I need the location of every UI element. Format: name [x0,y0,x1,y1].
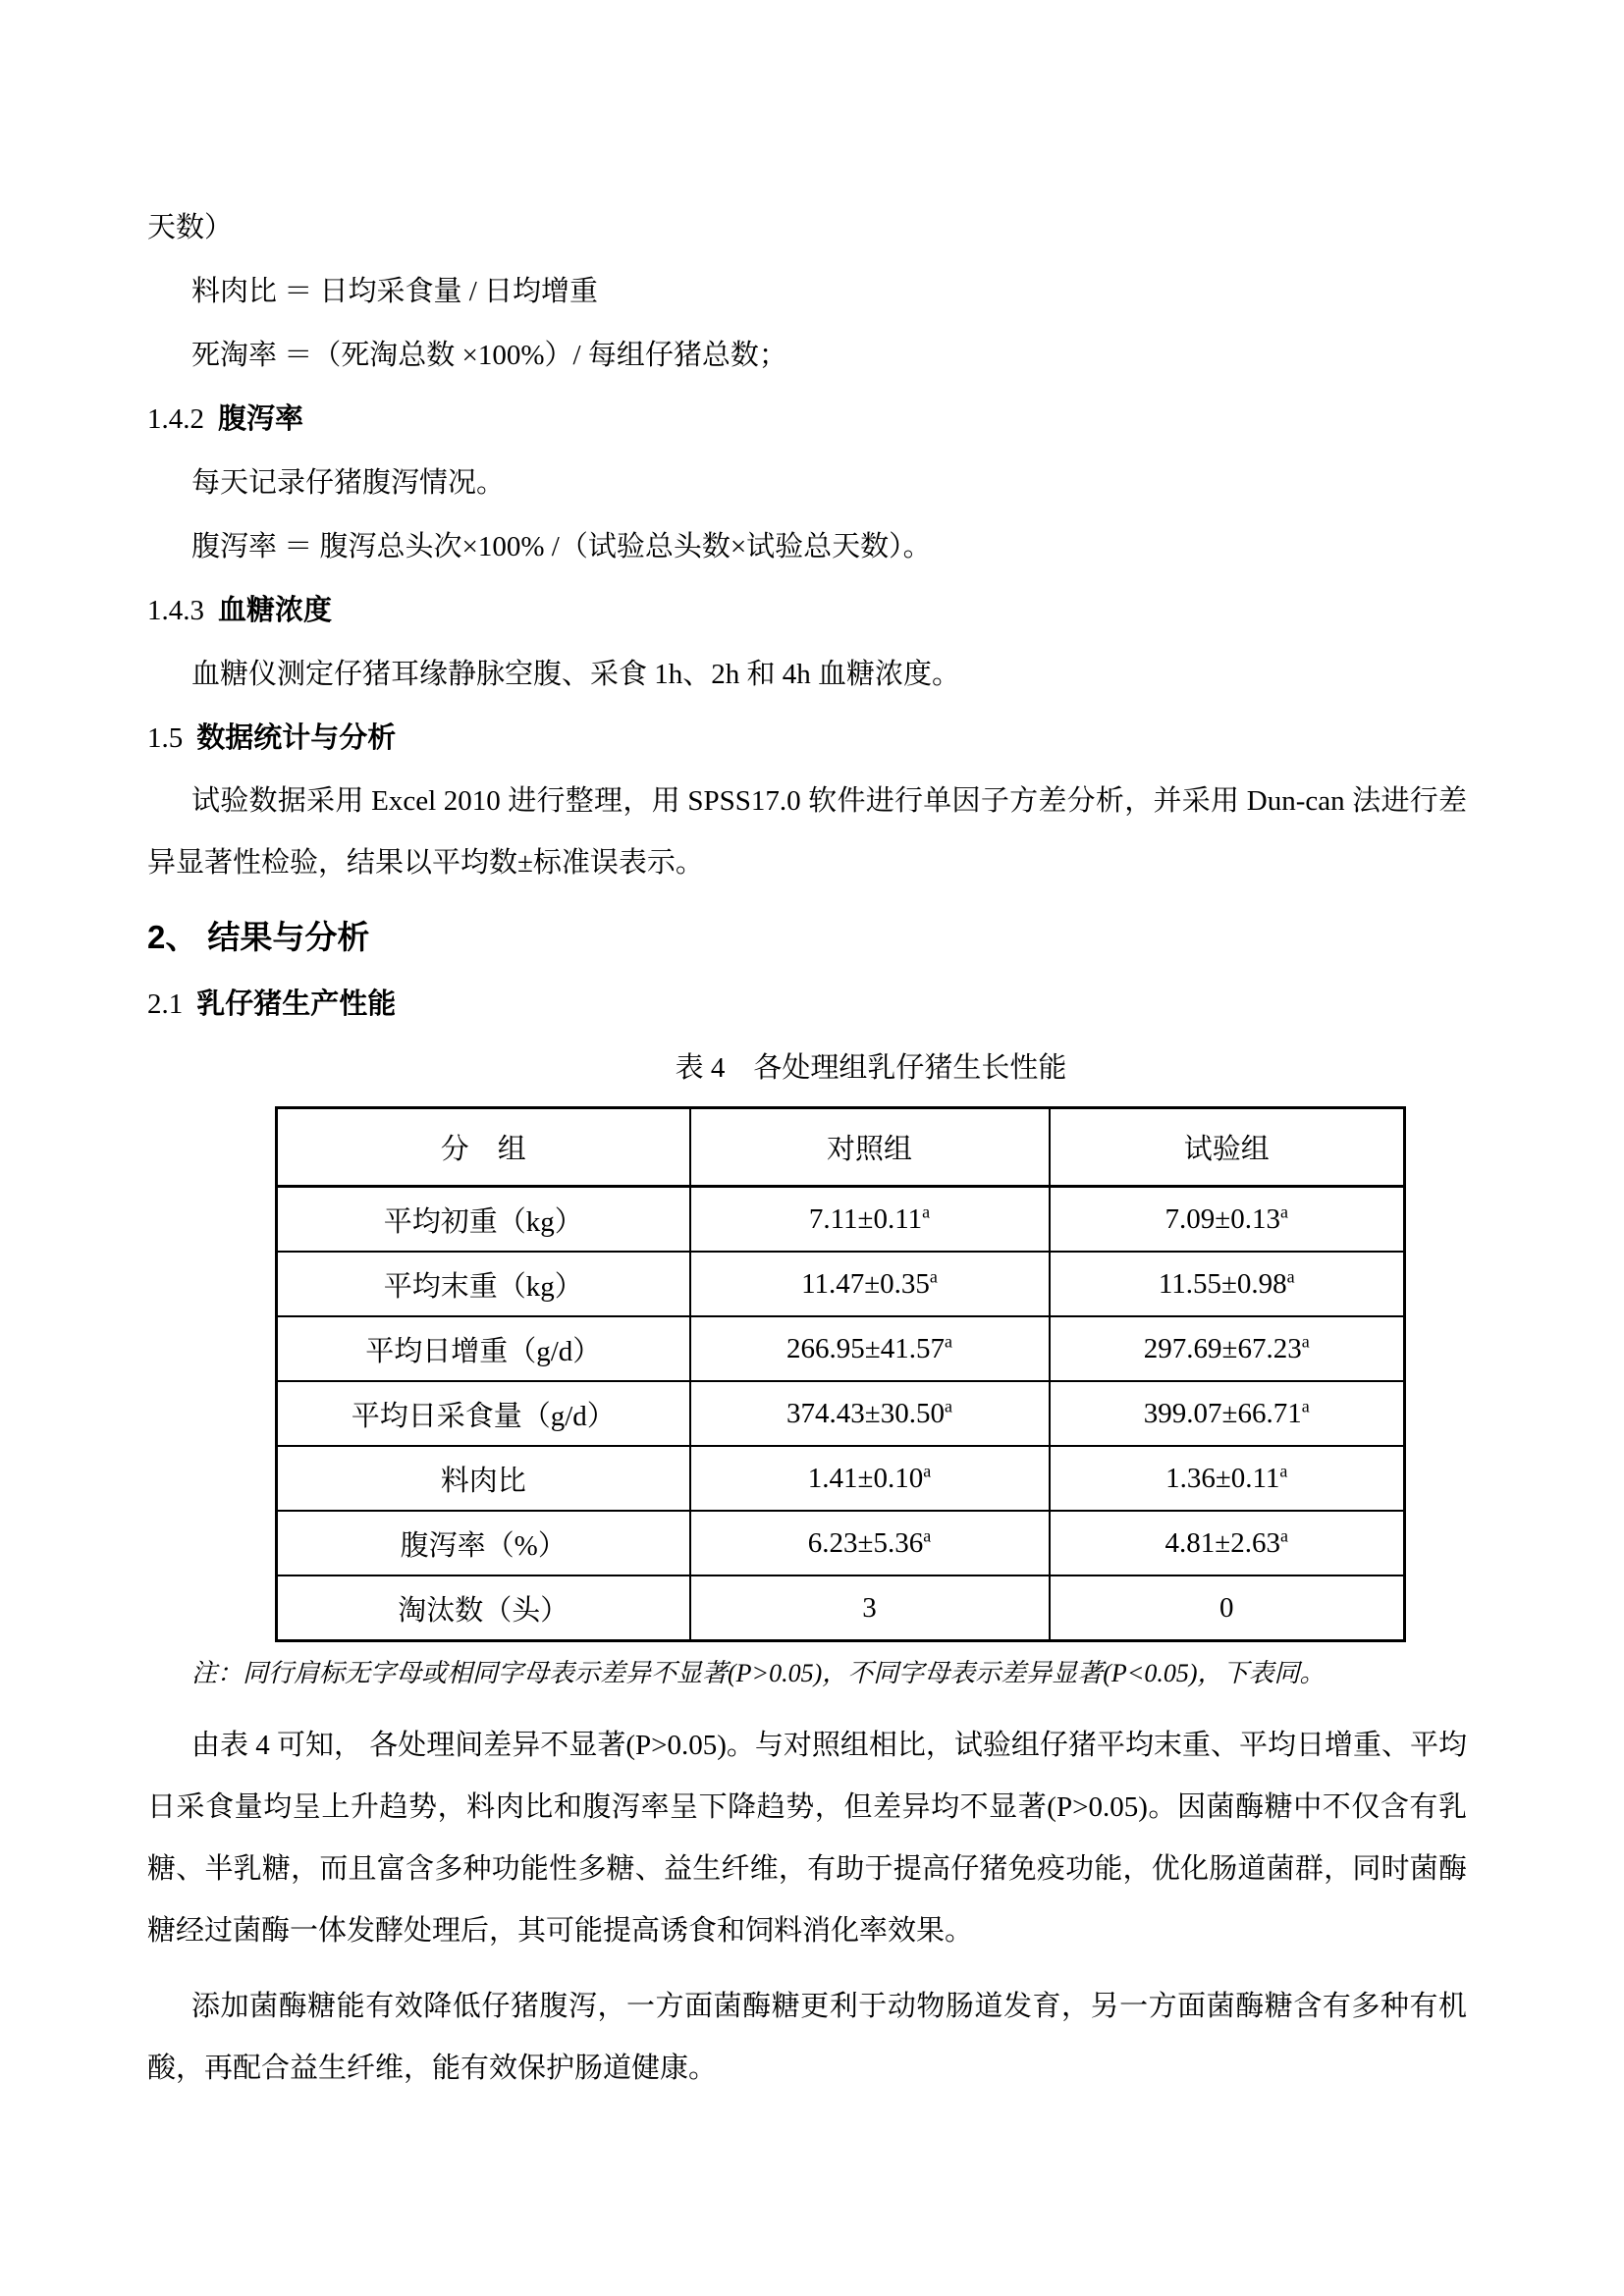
row-label: 平均日增重（g/d） [277,1316,690,1381]
superscript-a: a [1301,1395,1310,1415]
formula-cull-rate: 死淘率 ＝（死淘总数 ×100%）/ 每组仔猪总数； [191,340,787,371]
section-title: 结果与分析 [207,919,370,955]
trial-value: 1.36±0.11$^a$ [1050,1446,1405,1511]
section-1-4-2-body: 每天记录仔猪腹泻情况。 [191,467,506,499]
table-row [277,1575,1405,1641]
trial-value: 7.09±0.13$^a$ [1050,1187,1405,1253]
section-title: 血糖浓度 [218,595,333,626]
control-value: 7.11±0.11$^a$ [690,1187,1050,1253]
control-value: 1.41±0.10$^a$ [690,1446,1050,1511]
superscript-a: a [1301,1330,1310,1351]
row-label: 平均日采食量（g/d） [277,1381,690,1446]
section-number: 1.4.2 [147,403,204,435]
section-heading-1-5 [147,707,1467,771]
table-row [277,1511,1405,1575]
paragraph-continuation: 天数） [147,212,234,243]
table-row [277,1252,1405,1316]
table-row [277,1316,1405,1381]
section-number: 2、 [147,919,198,955]
section-title: 乳仔猪生产性能 [196,988,397,1020]
superscript-a: a [1279,1460,1288,1480]
trial-value: 11.55±0.98$^a$ [1050,1252,1405,1316]
superscript-a: a [1279,1524,1288,1545]
header-control-group: 对照组 [690,1108,1050,1187]
header-group: 分 组 [277,1108,690,1187]
row-label: 平均初重（kg） [277,1187,690,1253]
section-heading-2-1 [147,973,1467,1037]
superscript-a: a [1279,1201,1288,1221]
section-heading-2 [147,902,1467,973]
control-value: 6.23±5.36$^a$ [690,1511,1050,1575]
formula-diarrhea-rate: 腹泻率 ＝ 腹泻总头次×100% /（试验总头数×试验总天数）。 [191,531,932,562]
trial-value: 4.81±2.63$^a$ [1050,1511,1405,1575]
superscript-a: a [922,1201,931,1221]
superscript-a: a [944,1395,952,1415]
table-header-row [277,1108,1405,1187]
analysis-paragraph: 由表 4 可知， 各处理间差异不显著(P>0.05)。与对照组相比，试验组仔猪平均末重、平均日增重、平均日采食量均呈上升趋势，料肉比和腹泻率呈下降趋势，但差异均不显著(P>0.05)。因菌酶糖中不仅含有乳糖、半乳糖，而且富含多种功能性多糖、益生纤维，有助于提高仔猪免疫功能，优化肠道菌群，同时菌酶糖经过菌酶一体发酵处理后，其可能提高诱食和饲料消化率效果。 [147,1730,1467,1947]
row-label: 腹泻率（%） [277,1511,690,1575]
growth-performance-table [275,1106,1406,1642]
table-row [277,1381,1405,1446]
section-number: 1.4.3 [147,595,204,626]
row-label: 料肉比 [277,1446,690,1511]
control-value: 11.47±0.35$^a$ [690,1252,1050,1316]
section-1-4-3-body: 血糖仪测定仔猪耳缘静脉空腹、采食 1h、2h 和 4h 血糖浓度。 [191,659,961,690]
superscript-a: a [929,1265,938,1286]
formula-feed-ratio: 料肉比 ＝ 日均采食量 / 日均增重 [191,276,599,307]
trial-value: 0 [1050,1575,1405,1641]
section-title: 腹泻率 [218,403,304,435]
section-number: 2.1 [147,988,184,1020]
table-note: 注：同行肩标无字母或相同字母表示差异不显著(P>0.05)，不同字母表示差异显著(P<0.05)，下表同。 [191,1659,1326,1687]
superscript-a: a [1286,1265,1295,1286]
table-row [277,1187,1405,1253]
conclusion-paragraph: 添加菌酶糖能有效降低仔猪腹泻，一方面菌酶糖更利于动物肠道发育，另一方面菌酶糖含有多种有机酸，再配合益生纤维，能有效保护肠道健康。 [147,1991,1467,2084]
trial-value: 297.69±67.23$^a$ [1050,1316,1405,1381]
control-value: 266.95±41.57$^a$ [690,1316,1050,1381]
superscript-a: a [944,1330,952,1351]
control-value: 3 [690,1575,1050,1641]
superscript-a: a [923,1524,932,1545]
trial-value: 399.07±66.71$^a$ [1050,1381,1405,1446]
header-trial-group: 试验组 [1050,1108,1405,1187]
row-label: 淘汰数（头） [277,1575,690,1641]
superscript-a: a [923,1460,932,1480]
table-row [277,1446,1405,1511]
section-heading-1-4-3 [147,579,1467,643]
table-caption: 表 4 各处理组乳仔猪生长性能 [675,1052,1067,1084]
row-label: 平均末重（kg） [277,1252,690,1316]
section-title: 数据统计与分析 [196,722,397,754]
section-heading-1-4-2 [147,388,1467,452]
control-value: 374.43±30.50$^a$ [690,1381,1050,1446]
section-number: 1.5 [147,722,184,754]
section-1-5-body: 试验数据采用 Excel 2010 进行整理，用 SPSS17.0 软件进行单因子方差分析，并采用 Dun-can 法进行差异显著性检验，结果以平均数±标准误表示。 [147,785,1467,879]
